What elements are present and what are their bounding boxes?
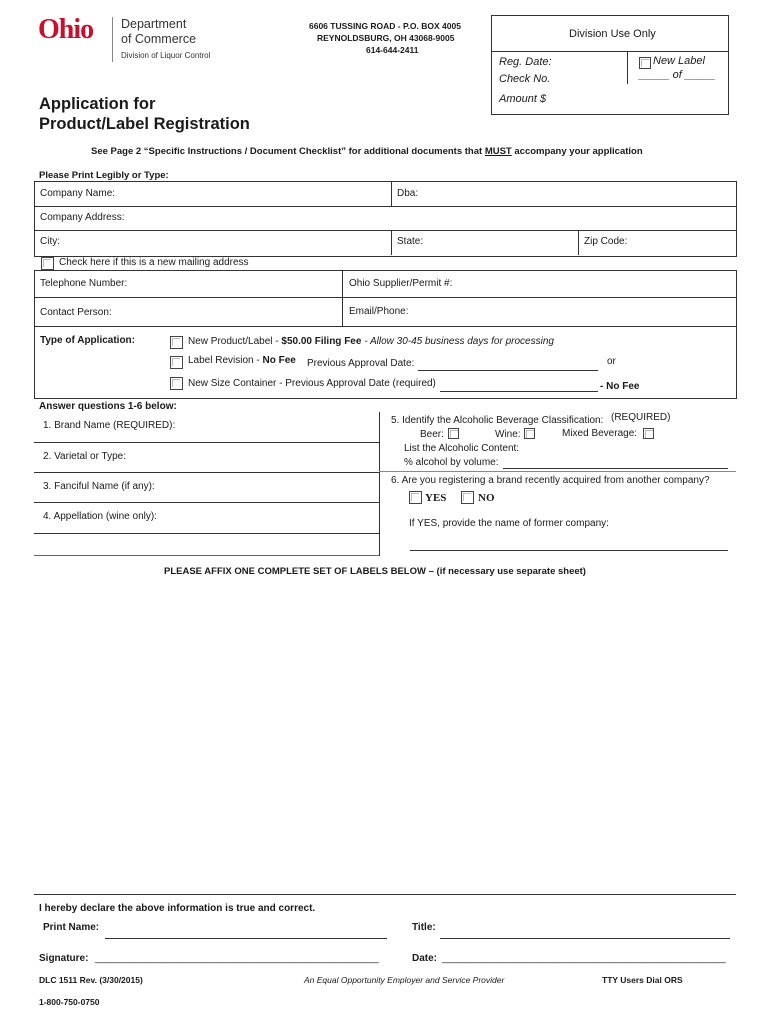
new-size-no-fee: - No Fee (600, 381, 640, 392)
company-name-field[interactable]: Company Name: (40, 188, 116, 199)
grid-rule-2 (34, 230, 736, 231)
division-name: Division of Liquor Control (121, 51, 211, 60)
revision-approval-label: Previous Approval Date: (307, 358, 415, 369)
print-legibly: Please Print Legibly or Type: (39, 170, 169, 181)
q5-rule-bottom (379, 471, 736, 472)
new-product-checkbox[interactable] (170, 336, 183, 349)
telephone-field[interactable]: Telephone Number: (40, 278, 128, 289)
division-box-divider (627, 51, 628, 84)
former-company-input[interactable] (410, 550, 728, 551)
check-no-label: Check No. (499, 73, 551, 85)
dept-line1: Department (121, 17, 187, 31)
label-of-line: _____ of _____ (639, 69, 716, 81)
amount-label: Amount $ (499, 93, 547, 105)
contact-person-field[interactable]: Contact Person: (40, 307, 112, 318)
new-size-checkbox[interactable] (170, 377, 183, 390)
questions-divider (379, 412, 380, 556)
former-company-label: If YES, provide the name of former company: (409, 518, 609, 529)
company-address-field[interactable]: Company Address: (40, 212, 125, 223)
dba-field[interactable]: Dba: (397, 188, 419, 199)
contact-divider (342, 270, 343, 326)
q4-rule (34, 533, 379, 534)
grid-divider-dba (391, 181, 392, 206)
new-label-checkbox[interactable] (639, 57, 651, 69)
declaration-text: I hereby declare the above information is true and correct. (39, 903, 316, 914)
alcohol-percent-label: % alcohol by volume: (404, 457, 499, 468)
wine-checkbox[interactable] (524, 428, 535, 439)
q5-required: (REQUIRED) (611, 412, 671, 423)
no-label: NO (478, 492, 495, 504)
revision-or: or (607, 356, 616, 367)
form-title-line1: Application for (39, 95, 156, 113)
zip-field[interactable]: Zip Code: (584, 236, 628, 247)
label-revision-option: Label Revision - No Fee (188, 355, 296, 366)
q1-rule (34, 442, 379, 443)
state-field[interactable]: State: (397, 236, 424, 247)
questions-header: Answer questions 1-6 below: (39, 401, 177, 412)
title-input[interactable] (440, 938, 730, 939)
supplier-permit-field[interactable]: Ohio Supplier/Permit #: (349, 278, 453, 289)
grid-rule-1 (34, 206, 736, 207)
form-title-line2: Product/Label Registration (39, 115, 250, 133)
form-number: DLC 1511 Rev. (3/30/2015) (39, 975, 143, 985)
q3-fanciful-name[interactable]: 3. Fanciful Name (if any): (43, 481, 155, 492)
q1-brand-name[interactable]: 1. Brand Name (REQUIRED): (43, 420, 176, 431)
new-size-option: New Size Container - Previous Approval Date (required) (188, 378, 436, 389)
address-line2: REYNOLDSBURG, OH 43068-9005 (317, 33, 455, 43)
wine-label: Wine: (495, 429, 521, 440)
new-mailing-checkbox[interactable] (41, 257, 54, 270)
address-line1: 6606 TUSSING ROAD - P.O. BOX 4005 (309, 21, 461, 31)
company-fields-grid (34, 181, 737, 257)
instruction-text: See Page 2 “Specific Instructions / Document Checklist” for additional documents that MUST accompany your application (91, 146, 643, 157)
q2-varietal[interactable]: 2. Varietal or Type: (43, 451, 127, 462)
division-use-title: Division Use Only (569, 28, 656, 40)
city-field[interactable]: City: (40, 236, 60, 247)
email-phone-field[interactable]: Email/Phone: (349, 306, 409, 317)
date-label: Date: (412, 953, 438, 964)
title-label: Title: (412, 922, 436, 933)
tty-label: TTY Users Dial ORS (602, 975, 683, 985)
new-label-text: New Label (653, 55, 705, 67)
mixed-beverage-checkbox[interactable] (643, 428, 654, 439)
q4-appellation[interactable]: 4. Appellation (wine only): (43, 511, 157, 522)
application-type-label: Type of Application: (40, 335, 135, 346)
grid-divider-state (391, 230, 392, 255)
ohio-logo (38, 14, 118, 48)
affix-labels-instruction: PLEASE AFFIX ONE COMPLETE SET OF LABELS BELOW – (if necessary use separate sheet) (164, 566, 586, 577)
mixed-beverage-label: Mixed Beverage: (562, 428, 638, 439)
new-size-approval-date-input[interactable] (440, 391, 598, 392)
dept-line2: of Commerce (121, 32, 197, 46)
revision-approval-date-input[interactable] (418, 370, 598, 371)
alcohol-content-label: List the Alcoholic Content: (404, 443, 520, 454)
print-name-input[interactable] (105, 938, 387, 939)
q4-rule-bottom (34, 555, 379, 556)
new-mailing-label: Check here if this is a new mailing address (59, 257, 249, 268)
ohio-logo-word: Ohio (38, 14, 94, 45)
beer-label: Beer: (420, 429, 444, 440)
division-box-rule (492, 51, 728, 52)
date-input[interactable]: ___________________________________________________ (442, 953, 726, 964)
tty-phone: 1-800-750-0750 (39, 997, 100, 1007)
q5-classification: 5. Identify the Alcoholic Beverage Classification: (391, 415, 604, 426)
q2-rule (34, 472, 379, 473)
beer-checkbox[interactable] (448, 428, 459, 439)
declaration-rule (34, 894, 736, 895)
q6-acquired-brand: 6. Are you registering a brand recently acquired from another company? (391, 475, 710, 486)
q3-rule (34, 502, 379, 503)
print-name-label: Print Name: (43, 922, 100, 933)
label-affix-area (34, 585, 736, 890)
alcohol-percent-input[interactable] (503, 468, 728, 469)
yes-label: YES (425, 492, 447, 504)
signature-label: Signature: (39, 953, 89, 964)
equal-opportunity: An Equal Opportunity Employer and Service Provider (304, 975, 505, 985)
reg-date-label: Reg. Date: (499, 56, 552, 68)
logo-divider (112, 17, 113, 62)
new-product-option: New Product/Label - $50.00 Filing Fee - Allow 30-45 business days for processing (188, 336, 554, 347)
grid-divider-zip (578, 230, 579, 255)
phone: 614-644-2411 (366, 45, 419, 55)
contact-rule (34, 297, 736, 298)
yes-checkbox[interactable] (409, 491, 422, 504)
must-emphasis: MUST (484, 146, 512, 157)
no-checkbox[interactable] (461, 491, 474, 504)
signature-input[interactable]: ___________________________________________________ (95, 953, 379, 964)
label-revision-checkbox[interactable] (170, 356, 183, 369)
